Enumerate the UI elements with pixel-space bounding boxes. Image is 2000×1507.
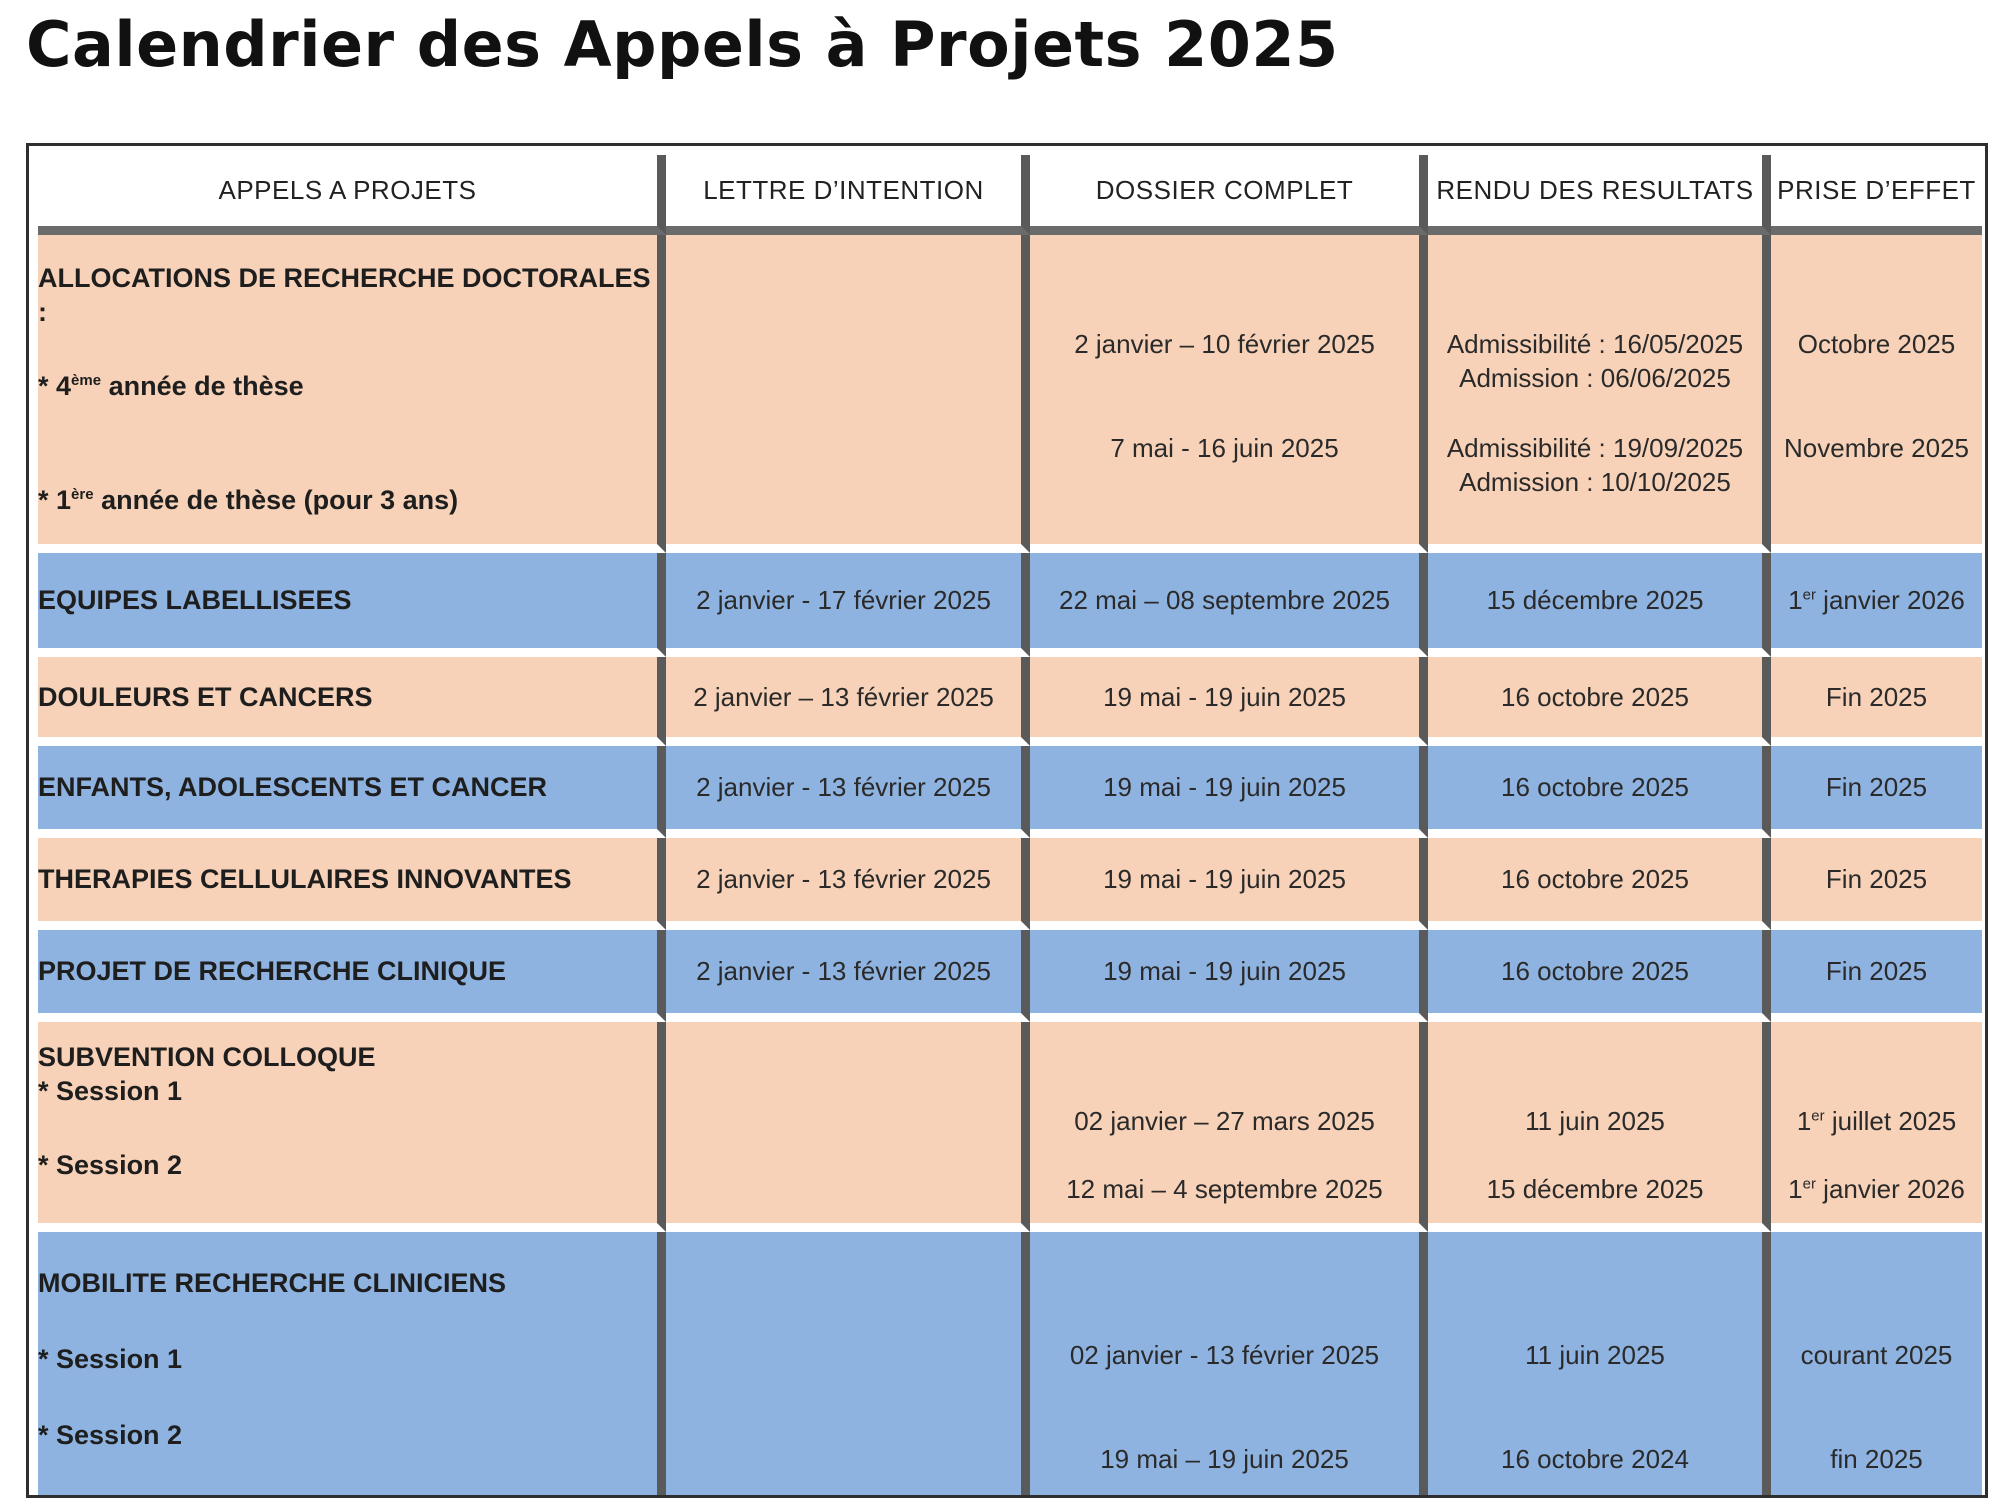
colloque-effet [1771, 1022, 1982, 1232]
mobilite-dossier [1030, 1232, 1428, 1495]
enfants-dossier: 19 mai - 19 juin 2025 [1030, 746, 1428, 838]
allocations-title: ALLOCATIONS DE RECHERCHE DOCTORALES : [38, 263, 651, 327]
allocations-effet-2: Novembre 2025 [1784, 433, 1969, 463]
colloque-title: SUBVENTION COLLOQUE [38, 1042, 376, 1072]
table-row-mobilite [38, 1232, 1982, 1495]
mobilite-rendu-2: 16 octobre 2024 [1501, 1444, 1689, 1474]
therapies-lettre: 2 janvier - 13 février 2025 [666, 838, 1030, 930]
colloque-session-2: * Session 2 [38, 1150, 183, 1180]
mobilite-effet-1: courant 2025 [1800, 1340, 1953, 1370]
header-effet: PRISE D’EFFET [1771, 155, 1982, 235]
mobilite-session-1: * Session 1 [38, 1344, 183, 1374]
colloque-dossier-1: 02 janvier – 27 mars 2025 [1074, 1106, 1375, 1136]
colloque-rendu-2: 15 décembre 2025 [1486, 1174, 1704, 1204]
mobilite-session-2: * Session 2 [38, 1420, 183, 1450]
allocations-effet [1771, 235, 1982, 553]
table-row-douleurs [38, 657, 1982, 746]
equipes-dossier: 22 mai – 08 septembre 2025 [1030, 553, 1428, 657]
therapies-dossier: 19 mai - 19 juin 2025 [1030, 838, 1428, 930]
enfants-lettre: 2 janvier - 13 février 2025 [666, 746, 1030, 838]
row-name-douleurs: DOULEURS ET CANCERS [38, 657, 666, 746]
allocations-lettre [666, 235, 1030, 553]
table-row-colloque [38, 1022, 1982, 1232]
header-appels: APPELS A PROJETS [38, 155, 666, 235]
colloque-effet-2: 1er janvier 2026 [1788, 1174, 1965, 1204]
table-row-equipes [38, 553, 1982, 657]
colloque-rendu-1: 11 juin 2025 [1525, 1106, 1665, 1136]
clinique-effet: Fin 2025 [1771, 930, 1982, 1022]
equipes-lettre: 2 janvier - 17 février 2025 [666, 553, 1030, 657]
therapies-effet: Fin 2025 [1771, 838, 1982, 930]
row-name-colloque [38, 1022, 666, 1232]
allocations-sub-1ere: * 1ère année de thèse (pour 3 ans) [38, 485, 459, 515]
douleurs-rendu: 16 octobre 2025 [1428, 657, 1771, 746]
colloque-dossier [1030, 1022, 1428, 1232]
douleurs-effet: Fin 2025 [1771, 657, 1982, 746]
row-name-equipes: EQUIPES LABELLISEES [38, 553, 666, 657]
row-name-therapies: THERAPIES CELLULAIRES INNOVANTES [38, 838, 666, 930]
equipes-effet: 1er janvier 2026 [1771, 553, 1982, 657]
row-name-enfants: ENFANTS, ADOLESCENTS ET CANCER [38, 746, 666, 838]
allocations-rendu-1b: Admission : 06/06/2025 [1459, 363, 1731, 393]
mobilite-dossier-1: 02 janvier - 13 février 2025 [1069, 1340, 1380, 1370]
mobilite-effet-2: fin 2025 [1830, 1444, 1923, 1474]
colloque-rendu [1428, 1022, 1771, 1232]
mobilite-rendu [1428, 1232, 1771, 1495]
enfants-rendu: 16 octobre 2025 [1428, 746, 1771, 838]
allocations-rendu-1a: Admissibilité : 16/05/2025 [1446, 329, 1744, 359]
clinique-dossier: 19 mai - 19 juin 2025 [1030, 930, 1428, 1022]
table-row-therapies [38, 838, 1982, 930]
therapies-rendu: 16 octobre 2025 [1428, 838, 1771, 930]
table-row-clinique [38, 930, 1982, 1022]
equipes-rendu: 15 décembre 2025 [1428, 553, 1771, 657]
allocations-rendu-2b: Admission : 10/10/2025 [1459, 467, 1731, 497]
mobilite-lettre [666, 1232, 1030, 1495]
colloque-dossier-2: 12 mai – 4 septembre 2025 [1066, 1174, 1383, 1204]
mobilite-effet [1771, 1232, 1982, 1495]
row-name-mobilite [38, 1232, 666, 1495]
mobilite-title: MOBILITE RECHERCHE CLINICIENS [38, 1268, 507, 1298]
row-name-clinique: PROJET DE RECHERCHE CLINIQUE [38, 930, 666, 1022]
header-row [38, 155, 1982, 235]
enfants-effet: Fin 2025 [1771, 746, 1982, 838]
douleurs-dossier: 19 mai - 19 juin 2025 [1030, 657, 1428, 746]
douleurs-lettre: 2 janvier – 13 février 2025 [666, 657, 1030, 746]
allocations-effet-1: Octobre 2025 [1797, 329, 1956, 359]
header-lettre: LETTRE D’INTENTION [666, 155, 1030, 235]
page-title: Calendrier des Appels à Projets 2025 [26, 8, 1339, 81]
allocations-dossier-2: 7 mai - 16 juin 2025 [1110, 433, 1339, 463]
allocations-dossier-1: 2 janvier – 10 février 2025 [1074, 329, 1375, 359]
colloque-lettre [666, 1022, 1030, 1232]
header-rendu: RENDU DES RESULTATS [1428, 155, 1771, 235]
row-name-allocations [38, 235, 666, 553]
allocations-dossier [1030, 235, 1428, 553]
colloque-session-1: * Session 1 [38, 1076, 183, 1106]
calendar-table-frame [26, 143, 1988, 1498]
mobilite-dossier-2: 19 mai – 19 juin 2025 [1100, 1444, 1349, 1474]
allocations-rendu-2a: Admissibilité : 19/09/2025 [1446, 433, 1744, 463]
colloque-effet-1: 1er juillet 2025 [1796, 1106, 1957, 1136]
clinique-lettre: 2 janvier - 13 février 2025 [666, 930, 1030, 1022]
mobilite-rendu-1: 11 juin 2025 [1525, 1340, 1665, 1370]
table-row-enfants [38, 746, 1982, 838]
clinique-rendu: 16 octobre 2025 [1428, 930, 1771, 1022]
header-dossier: DOSSIER COMPLET [1030, 155, 1428, 235]
allocations-rendu [1428, 235, 1771, 553]
table-row-allocations [38, 235, 1982, 553]
calendar-table [38, 155, 1982, 1495]
allocations-sub-4eme: * 4ème année de thèse [38, 371, 304, 401]
